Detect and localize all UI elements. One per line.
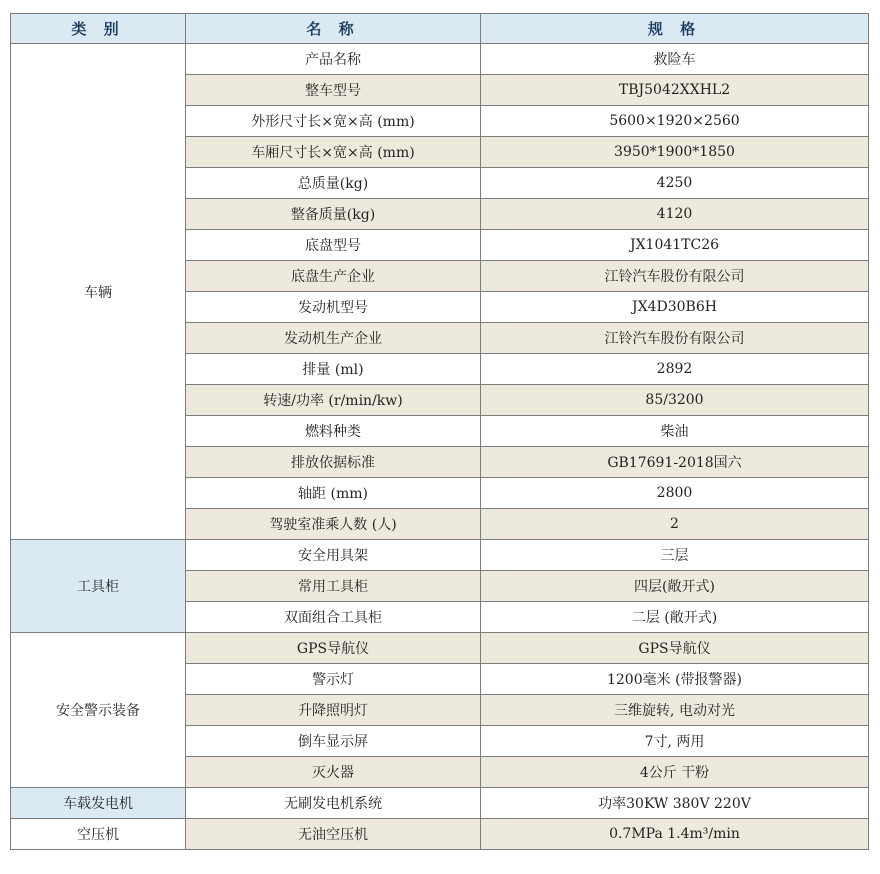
item-name-cell: 整备质量(kg) [186,199,481,230]
item-spec-cell: 1200毫米 (带报警器) [481,664,869,695]
item-name-cell: GPS导航仪 [186,633,481,664]
item-spec-cell: 二层 (敞开式) [481,602,869,633]
item-name-cell: 产品名称 [186,44,481,75]
item-name-cell: 底盘型号 [186,230,481,261]
item-spec-cell: 柴油 [481,416,869,447]
item-name-cell: 总质量(kg) [186,168,481,199]
spec-table [10,13,869,850]
item-name-cell: 警示灯 [186,664,481,695]
item-spec-cell: 4250 [481,168,869,199]
header-category: 类 别 [11,14,186,44]
item-spec-cell: 三维旋转, 电动对光 [481,695,869,726]
item-spec-cell: 7寸, 两用 [481,726,869,757]
item-spec-cell: 5600×1920×2560 [481,106,869,137]
spec-table-body [11,44,869,850]
category-cell: 车辆 [11,44,186,540]
item-spec-cell: 救险车 [481,44,869,75]
item-name-cell: 安全用具架 [186,540,481,571]
item-name-cell: 轴距 (mm) [186,478,481,509]
item-name-cell: 双面组合工具柜 [186,602,481,633]
table-row [11,633,869,664]
category-cell: 车载发电机 [11,788,186,819]
item-spec-cell: 江铃汽车股份有限公司 [481,261,869,292]
category-cell: 安全警示装备 [11,633,186,788]
category-cell: 空压机 [11,819,186,850]
item-name-cell: 无油空压机 [186,819,481,850]
item-spec-cell: TBJ5042XXHL2 [481,75,869,106]
table-row [11,788,869,819]
item-name-cell: 无刷发电机系统 [186,788,481,819]
item-name-cell: 倒车显示屏 [186,726,481,757]
item-name-cell: 转速/功率 (r/min/kw) [186,385,481,416]
item-name-cell: 灭火器 [186,757,481,788]
item-spec-cell: JX4D30B6H [481,292,869,323]
item-spec-cell: 0.7MPa 1.4m³/min [481,819,869,850]
item-name-cell: 底盘生产企业 [186,261,481,292]
category-cell: 工具柜 [11,540,186,633]
item-name-cell: 燃料种类 [186,416,481,447]
item-spec-cell: 4120 [481,199,869,230]
item-spec-cell: 2800 [481,478,869,509]
header-name: 名 称 [186,14,481,44]
item-spec-cell: JX1041TC26 [481,230,869,261]
item-spec-cell: 3950*1900*1850 [481,137,869,168]
item-name-cell: 排量 (ml) [186,354,481,385]
item-name-cell: 发动机型号 [186,292,481,323]
item-spec-cell: GPS导航仪 [481,633,869,664]
item-spec-cell: 2 [481,509,869,540]
item-name-cell: 常用工具柜 [186,571,481,602]
header-row [11,14,869,44]
header-spec: 规 格 [481,14,869,44]
item-name-cell: 驾驶室准乘人数 (人) [186,509,481,540]
item-name-cell: 整车型号 [186,75,481,106]
item-spec-cell: 三层 [481,540,869,571]
table-row [11,540,869,571]
item-name-cell: 升降照明灯 [186,695,481,726]
table-row [11,44,869,75]
item-spec-cell: 2892 [481,354,869,385]
item-spec-cell: 江铃汽车股份有限公司 [481,323,869,354]
item-name-cell: 车厢尺寸长×宽×高 (mm) [186,137,481,168]
item-spec-cell: 4公斤 干粉 [481,757,869,788]
item-spec-cell: 四层(敞开式) [481,571,869,602]
table-row [11,819,869,850]
item-spec-cell: 85/3200 [481,385,869,416]
item-spec-cell: GB17691-2018国六 [481,447,869,478]
item-name-cell: 排放依据标准 [186,447,481,478]
item-name-cell: 发动机生产企业 [186,323,481,354]
item-name-cell: 外形尺寸长×宽×高 (mm) [186,106,481,137]
item-spec-cell: 功率30KW 380V 220V [481,788,869,819]
